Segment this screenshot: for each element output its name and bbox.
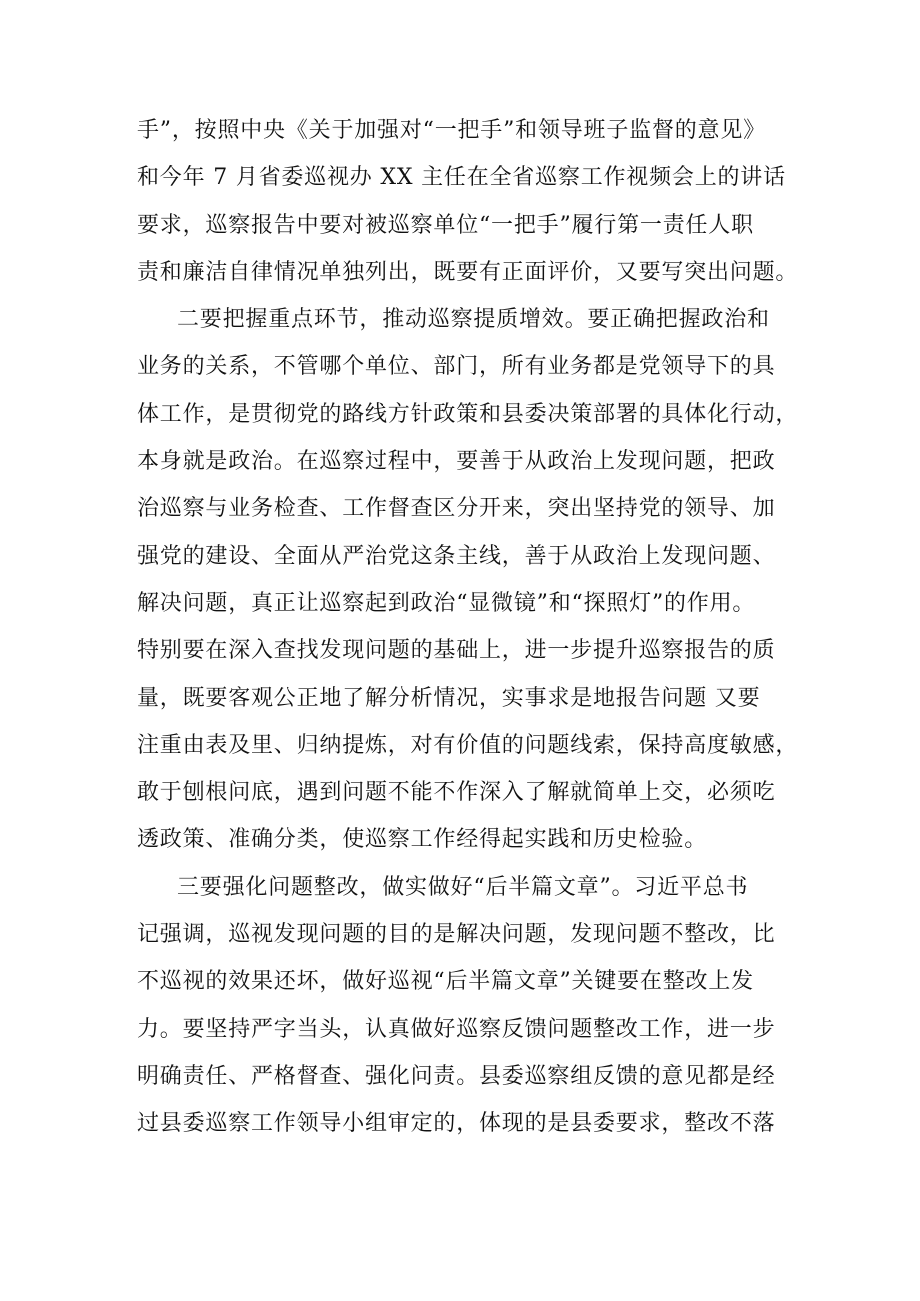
text-line: 特别要在深入查找发现问题的基础上，进一步提升巡察报告的质 [137, 638, 776, 664]
text-line: 解决问题，真正让巡察起到政治“显微镜”和“探照灯”的作用。 [137, 590, 756, 616]
text-line: 注重由表及里、归纳提炼，对有价值的问题线索，保持高度敏感， [137, 732, 799, 758]
text-line: 不巡视的效果还坏，做好巡视“后半篇文章”关键要在整改上发 [137, 969, 754, 995]
paragraph-start-line: 二要把握重点环节，推动巡察提质增效。要正确把握政治和 [177, 307, 770, 333]
text-line: 治巡察与业务检查、工作督查区分开来，突出坚持党的领导、加 [137, 496, 776, 522]
text-line: 责和廉洁自律情况单独列出，既要有正面评价，又要写突出问题。 [137, 259, 799, 285]
text-line: 记强调，巡视发现问题的目的是解决问题，发现问题不整改，比 [137, 922, 776, 948]
text-line: 敢于刨根问底，遇到问题不能不作深入了解就简单上交，必须吃 [137, 780, 776, 806]
text-line: 强党的建设、全面从严治党这条主线，善于从政治上发现问题、 [137, 543, 776, 569]
text-line: 和今年 7 月省委巡视办 XX 主任在全省巡察工作视频会上的讲话 [137, 165, 786, 191]
text-line: 要求，巡察报告中要对被巡察单位“一把手”履行第一责任人职 [137, 212, 754, 238]
text-line: 量，既要客观公正地了解分析情况，实事求是地报告问题 又要 [137, 685, 761, 711]
text-line: 体工作，是贯彻党的路线方针政策和县委决策部署的具体化行动， [137, 401, 799, 427]
text-line: 力。要坚持严字当头，认真做好巡察反馈问题整改工作，进一步 [137, 1016, 776, 1042]
paragraph-start-line: 三要强化问题整改，做实做好“后半篇文章”。习近平总书 [177, 874, 749, 900]
text-line: 过县委巡察工作领导小组审定的，体现的是县委要求，整改不落 [137, 1111, 776, 1137]
text-line: 手”，按照中央《关于加强对“一把手”和领导班子监督的意见》 [137, 118, 766, 143]
document-body [137, 107, 797, 1148]
text-line: 本身就是政治。在巡察过程中，要善于从政治上发现问题，把政 [137, 449, 776, 475]
text-line: 透政策、准确分类，使巡察工作经得起实践和历史检验。 [137, 827, 708, 853]
text-line: 业务的关系，不管哪个单位、部门，所有业务都是党领导下的具 [137, 354, 776, 380]
text-line: 明确责任、严格督查、强化问责。县委巡察组反馈的意见都是经 [137, 1063, 776, 1089]
